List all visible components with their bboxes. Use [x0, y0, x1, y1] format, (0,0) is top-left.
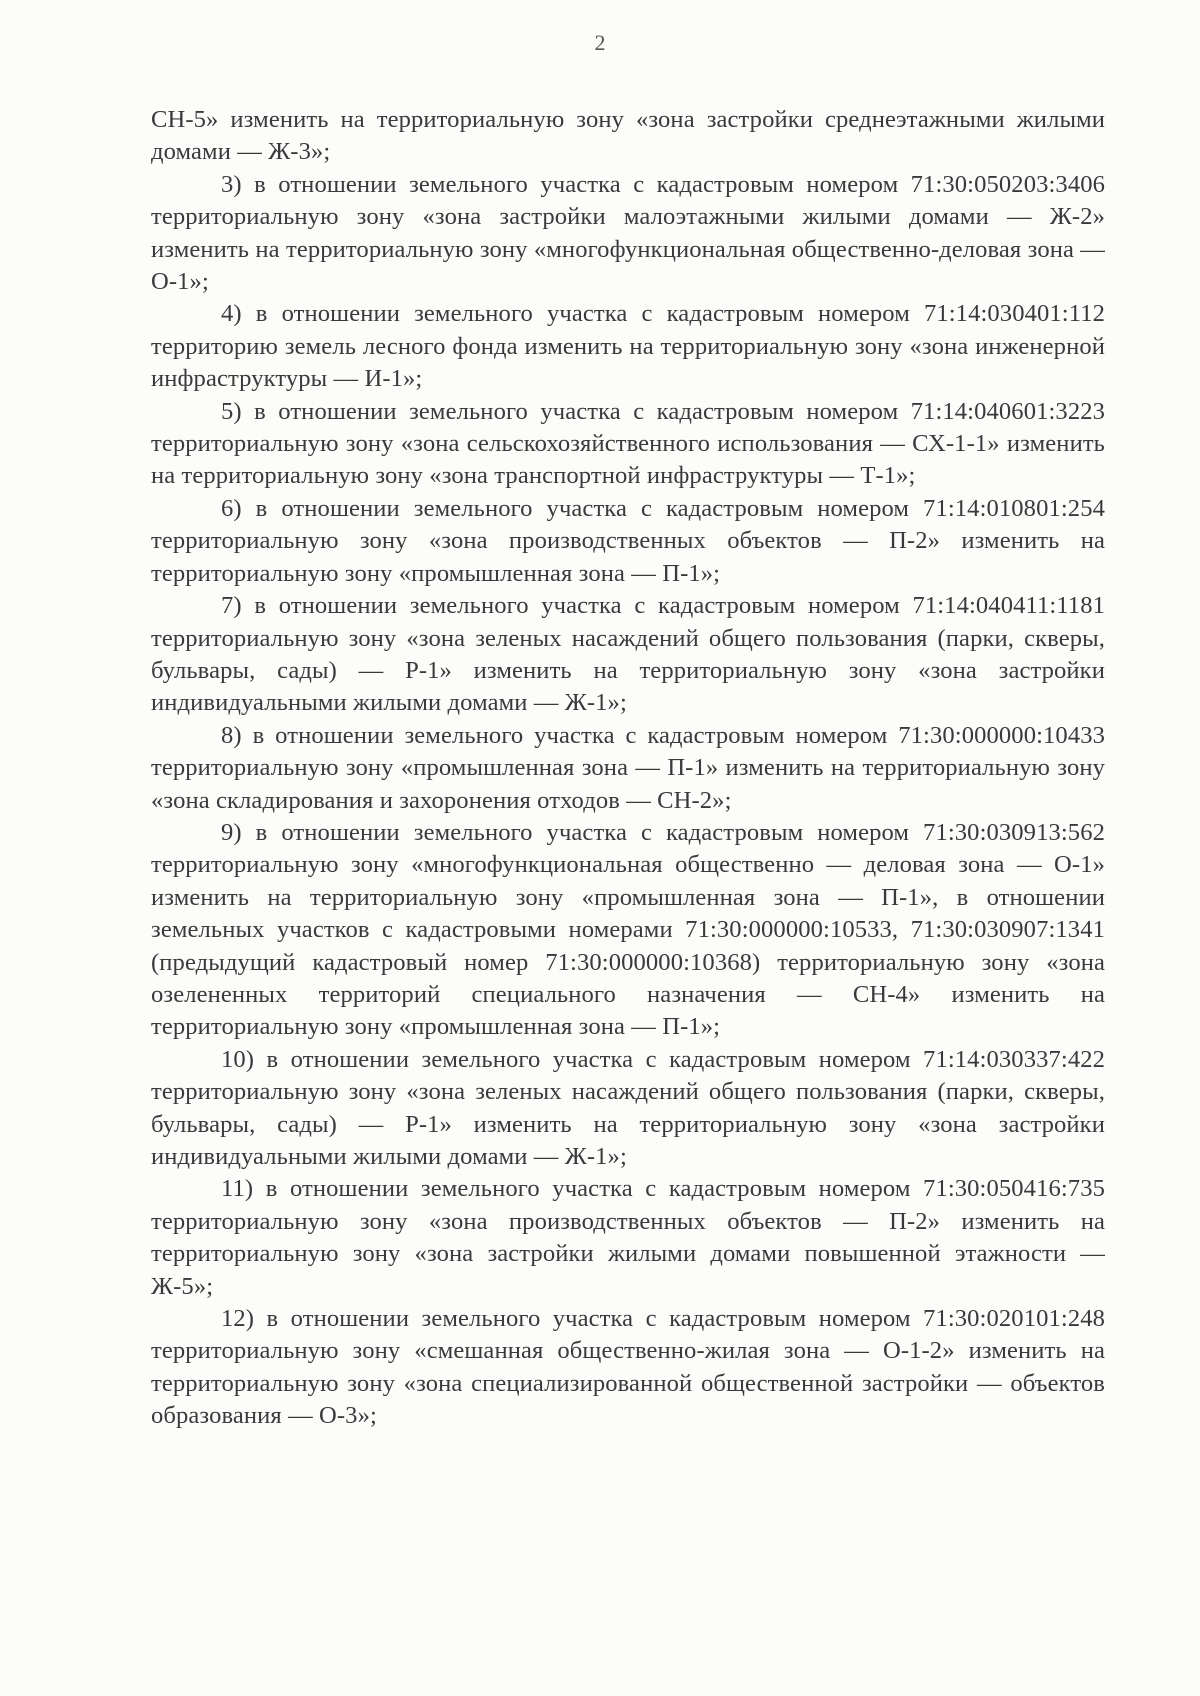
paragraph-text: в отношении земельного участка с кадастровым номером 71:30:050203:3406 территориальную зону «зона застройки малоэтажными жилыми домами — Ж-2» изменить на территориальную зону «многофункциональная общественно-деловая зона — О-1»; — [151, 170, 1106, 296]
paragraph-number: 9) — [221, 818, 242, 846]
paragraph-item-3 — [151, 169, 1105, 299]
paragraph-continuation — [151, 104, 1105, 169]
paragraph-number: 3) — [221, 170, 242, 198]
paragraph-item-8 — [151, 720, 1105, 817]
paragraph-item-11 — [151, 1173, 1105, 1303]
paragraph-item-12 — [151, 1303, 1105, 1433]
paragraph-number: 7) — [221, 592, 242, 620]
paragraph-text: в отношении земельного участка с кадастровым номером 71:14:010801:254 территориальную зону «зона производственных объектов — П-2» изменить на территориальную зону «промышленная зона — П-1»; — [151, 494, 1106, 587]
paragraph-number: 8) — [221, 721, 242, 749]
paragraph-item-7 — [151, 590, 1105, 720]
paragraph-number: 11) — [221, 1175, 254, 1203]
paragraph-number: 5) — [221, 397, 242, 425]
paragraph-text: в отношении земельного участка с кадастровым номером 71:30:030913:562 территориальную зону «многофункциональная общественно — деловая зона — О-1» изменить на территориальную зону «промышленная зона — П-1», в отношении земельных участков с кадастровыми номерами 71:30:000000:10533, 71:30:030907:1341 (предыдущий кадастровый номер 71:30:000000:10368) территориальную зону «зона озелененных территорий специального назначения — СН-4» изменить на территориальную зону «промышленная зона — П-1»; — [151, 818, 1106, 1041]
paragraph-number: 6) — [221, 494, 242, 522]
paragraph-item-10 — [151, 1044, 1105, 1174]
paragraph-text: в отношении земельного участка с кадастровым номером 71:14:030401:112 территорию земель лесного фонда изменить на территориальную зону «зона инженерной инфраструктуры — И-1»; — [151, 300, 1105, 393]
paragraph-text: СН-5» изменить на территориальную зону «зона застройки среднеэтажными жилыми домами — Ж-3»; — [151, 106, 1105, 166]
paragraph-number: 4) — [221, 300, 242, 328]
paragraph-text: в отношении земельного участка с кадастровым номером 71:14:040411:1181 территориальную зону «зона зеленых насаждений общего пользования (парки, скверы, бульвары, сады) — Р-1» изменить на территориальную зону «зона застройки индивидуальными жилыми домами — Ж-1»; — [151, 592, 1105, 717]
paragraph-item-4 — [151, 298, 1105, 395]
paragraph-text: в отношении земельного участка с кадастровым номером 71:30:020101:248 территориальную зону «смешанная общественно-жилая зона — О-1-2» изменить на территориальную зону «зона специализированной общественной застройки — объектов образования — О-3»; — [151, 1305, 1106, 1430]
paragraph-item-5 — [151, 396, 1105, 493]
paragraph-text: в отношении земельного участка с кадастровым номером 71:14:040601:3223 территориальную зону «зона сельскохозяйственного использования — СХ-1-1» изменить на территориальную зону «зона транспортной инфраструктуры — Т-1»; — [151, 397, 1106, 490]
paragraph-text: в отношении земельного участка с кадастровым номером 71:14:030337:422 территориальную зону «зона зеленых насаждений общего пользования (парки, скверы, бульвары, сады) — Р-1» изменить на территориальную зону «зона застройки индивидуальными жилыми домами — Ж-1»; — [151, 1045, 1106, 1170]
paragraph-number: 12) — [221, 1305, 255, 1333]
document-body — [151, 104, 1105, 1433]
paragraph-text: в отношении земельного участка с кадастровым номером 71:30:050416:735 территориальную зону «зона производственных объектов — П-2» изменить на территориальную зону «зона застройки жилыми домами повышенной этажности — Ж-5»; — [151, 1175, 1105, 1300]
paragraph-item-6 — [151, 493, 1105, 590]
page-number: 2 — [594, 30, 606, 55]
paragraph-item-9 — [151, 817, 1105, 1044]
paragraph-text: в отношении земельного участка с кадастровым номером 71:30:000000:10433 территориальную зону «промышленная зона — П-1» изменить на территориальную зону «зона складирования и захоронения отходов — СН-2»; — [151, 721, 1106, 814]
paragraph-number: 10) — [221, 1045, 255, 1073]
